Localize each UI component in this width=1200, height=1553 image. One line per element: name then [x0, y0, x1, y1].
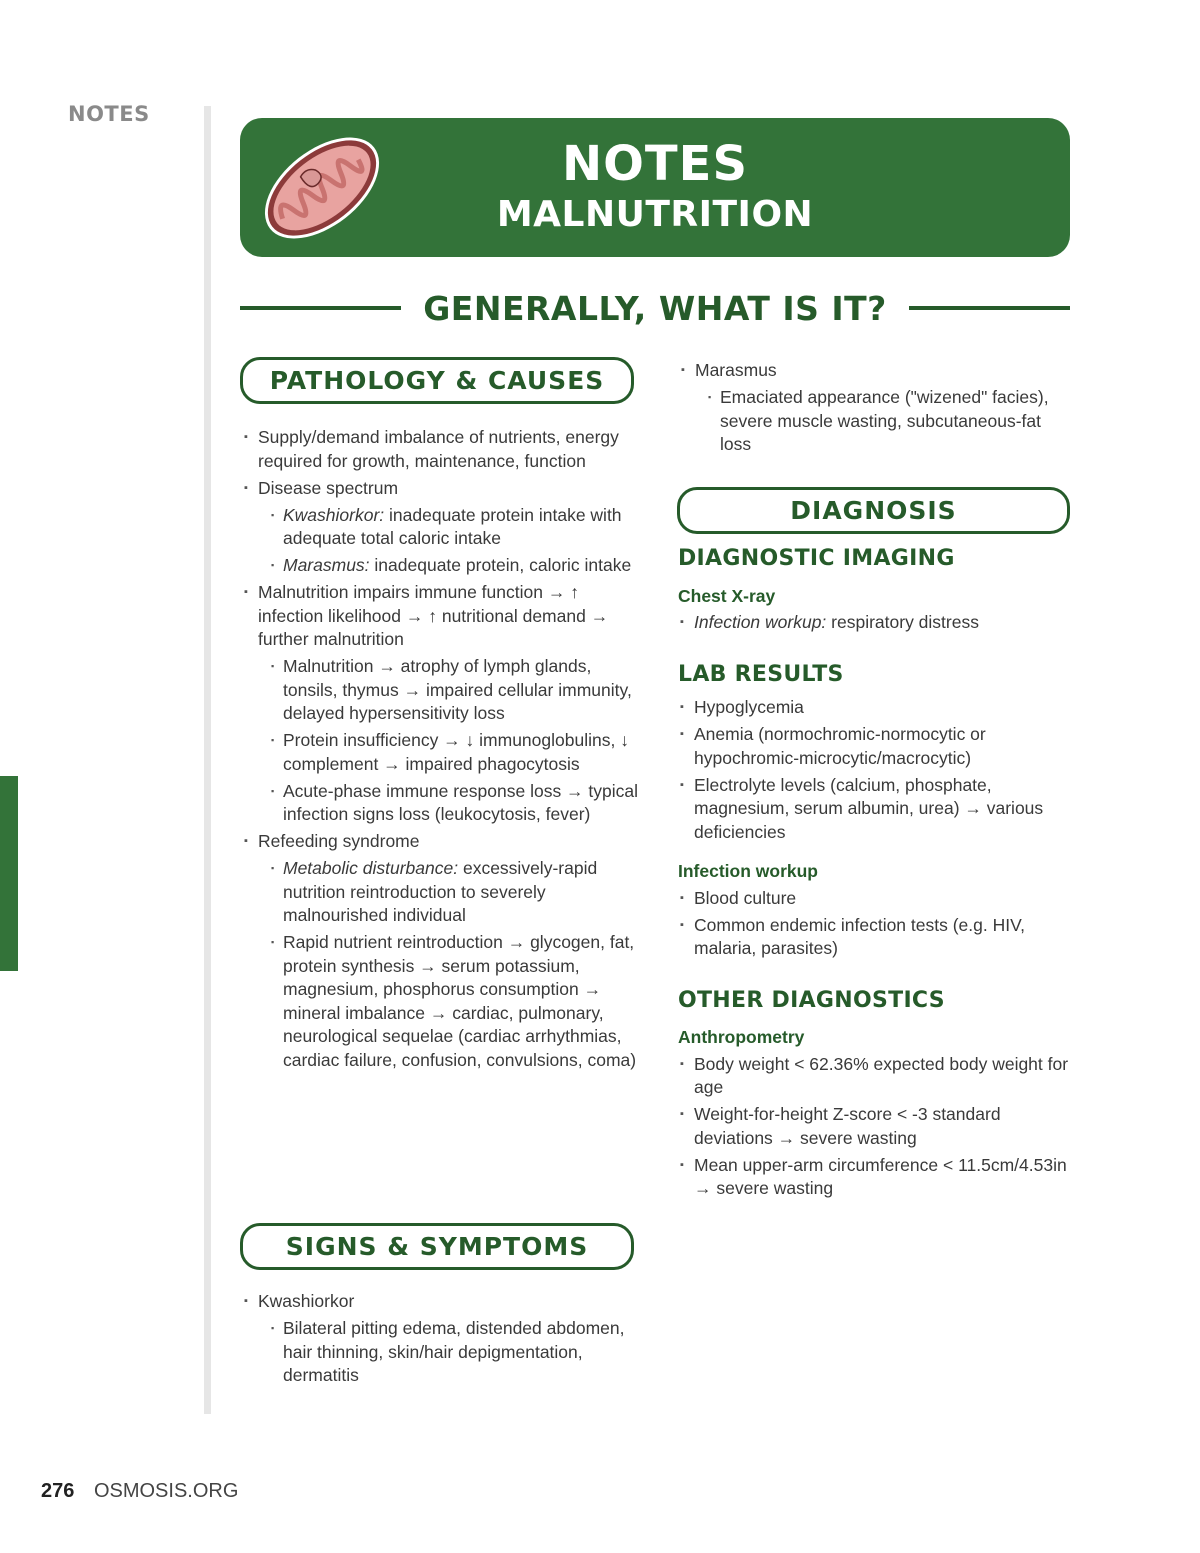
- chapter-tab: [0, 776, 18, 971]
- banner-title: NOTES: [561, 136, 749, 192]
- term: Metabolic disturbance:: [283, 858, 459, 878]
- page-number: 276: [41, 1480, 75, 1502]
- imaging-heading: DIAGNOSTIC IMAGING: [678, 546, 955, 571]
- list-item: ▪ Electrolyte levels (calcium, phosphate, magnesium, serum albumin, urea) → various deficiencies: [678, 774, 1073, 845]
- lab-heading: LAB RESULTS: [678, 661, 844, 687]
- signs-list-continued: [679, 359, 1074, 460]
- list-item: ▪ Metabolic disturbance: excessively-rapid nutrition reintroduction to severely malnourished individual: [270, 857, 642, 928]
- imaging-list: [678, 611, 1073, 635]
- list-item: ▪ Supply/demand imbalance of nutrients, energy required for growth, maintenance, function: [242, 426, 642, 473]
- pathology-list: [242, 426, 642, 1072]
- anthropometry-list: [678, 1053, 1073, 1201]
- term: Kwashiorkor:: [283, 504, 385, 525]
- side-notes-label: NOTES: [68, 102, 150, 126]
- list-item: ▪ Kwashiorkor: [242, 1290, 642, 1314]
- list-item: ▪ Kwashiorkor: inadequate protein intake with adequate total caloric intake: [270, 504, 642, 551]
- title-banner: [240, 118, 1070, 257]
- section-title: GENERALLY, WHAT IS IT?: [423, 288, 887, 328]
- site-link[interactable]: OSMOSIS.ORG: [93, 1480, 239, 1502]
- infection-list: [678, 887, 1073, 961]
- list-item: ▪ Common endemic infection tests (e.g. HIV, malaria, parasites): [678, 914, 1073, 961]
- signs-list-container: [242, 1290, 642, 1391]
- list-item: ▪ Malnutrition impairs immune function → ↑ infection likelihood → ↑ nutritional demand → further malnutrition: [242, 581, 642, 652]
- list-item: ▪ Acute-phase immune response loss → typical infection signs loss (leukocytosis, fever): [270, 780, 642, 827]
- diagnosis-heading: DIAGNOSIS: [677, 487, 1070, 534]
- lab-list: [678, 696, 1073, 844]
- infection-subheading: Infection workup: [678, 861, 818, 881]
- list-item: ▪ Marasmus: [679, 359, 1074, 383]
- list-item: ▪ Bilateral pitting edema, distended abdomen, hair thinning, skin/hair depigmentation, dermatitis: [270, 1317, 642, 1388]
- other-diagnostics-heading: OTHER DIAGNOSTICS: [678, 987, 945, 1013]
- heading-rule-right: [909, 306, 1070, 310]
- signs-heading: SIGNS & SYMPTOMS: [240, 1223, 634, 1270]
- anthropometry-subheading: Anthropometry: [678, 1027, 805, 1047]
- pathology-list-container: [242, 426, 642, 1076]
- list-item: ▪ Malnutrition → atrophy of lymph glands, tonsils, thymus → impaired cellular immunity, delayed hypersensitivity loss: [270, 655, 642, 726]
- list-item: ▪ Weight-for-height Z-score < -3 standard deviations → severe wasting: [678, 1103, 1073, 1150]
- pathology-heading: PATHOLOGY & CAUSES: [240, 357, 634, 404]
- list-item: ▪ Blood culture: [678, 887, 1073, 911]
- list-item: ▪ Body weight < 62.36% expected body weight for age: [678, 1053, 1073, 1100]
- signs-list-2: [679, 359, 1074, 457]
- list-item: ▪ Disease spectrum: [242, 477, 642, 501]
- banner-subtitle: MALNUTRITION: [496, 194, 814, 235]
- term: Marasmus:: [283, 555, 370, 575]
- page-divider: [204, 106, 211, 1414]
- list-item: ▪ Protein insufficiency → ↓ immunoglobulins, ↓ complement → impaired phagocytosis: [270, 729, 642, 776]
- heading-rule-left: [240, 306, 401, 310]
- page-footer: [41, 1480, 238, 1503]
- imaging-subheading: Chest X-ray: [678, 585, 776, 606]
- list-item: ▪ Anemia (normochromic-normocytic or hypochromic-microcytic/macrocytic): [678, 723, 1073, 770]
- list-item: ▪ Hypoglycemia: [678, 696, 1073, 720]
- signs-list: [242, 1290, 642, 1388]
- list-item: ▪ Emaciated appearance ("wizened" facies), severe muscle wasting, subcutaneous-fat loss: [707, 386, 1074, 457]
- term: Infection workup:: [694, 612, 827, 632]
- list-item: ▪ Mean upper-arm circumference < 11.5cm/4.53in → severe wasting: [678, 1154, 1073, 1201]
- diagnosis-content: [678, 547, 1073, 1204]
- list-item: ▪ Rapid nutrient reintroduction → glycogen, fat, protein synthesis → serum potassium, magnesium, phosphorus consumption → mineral imbalance → cardiac, pulmonary, neurological sequelae (cardiac arrhythmias, cardiac failure, confusion, convulsions, coma): [270, 931, 642, 1072]
- list-item: ▪ Infection workup: respiratory distress: [678, 611, 1073, 635]
- section-heading: [240, 287, 1070, 329]
- list-item: ▪ Refeeding syndrome: [242, 830, 642, 854]
- list-item: ▪ Marasmus: inadequate protein, caloric intake: [270, 554, 642, 578]
